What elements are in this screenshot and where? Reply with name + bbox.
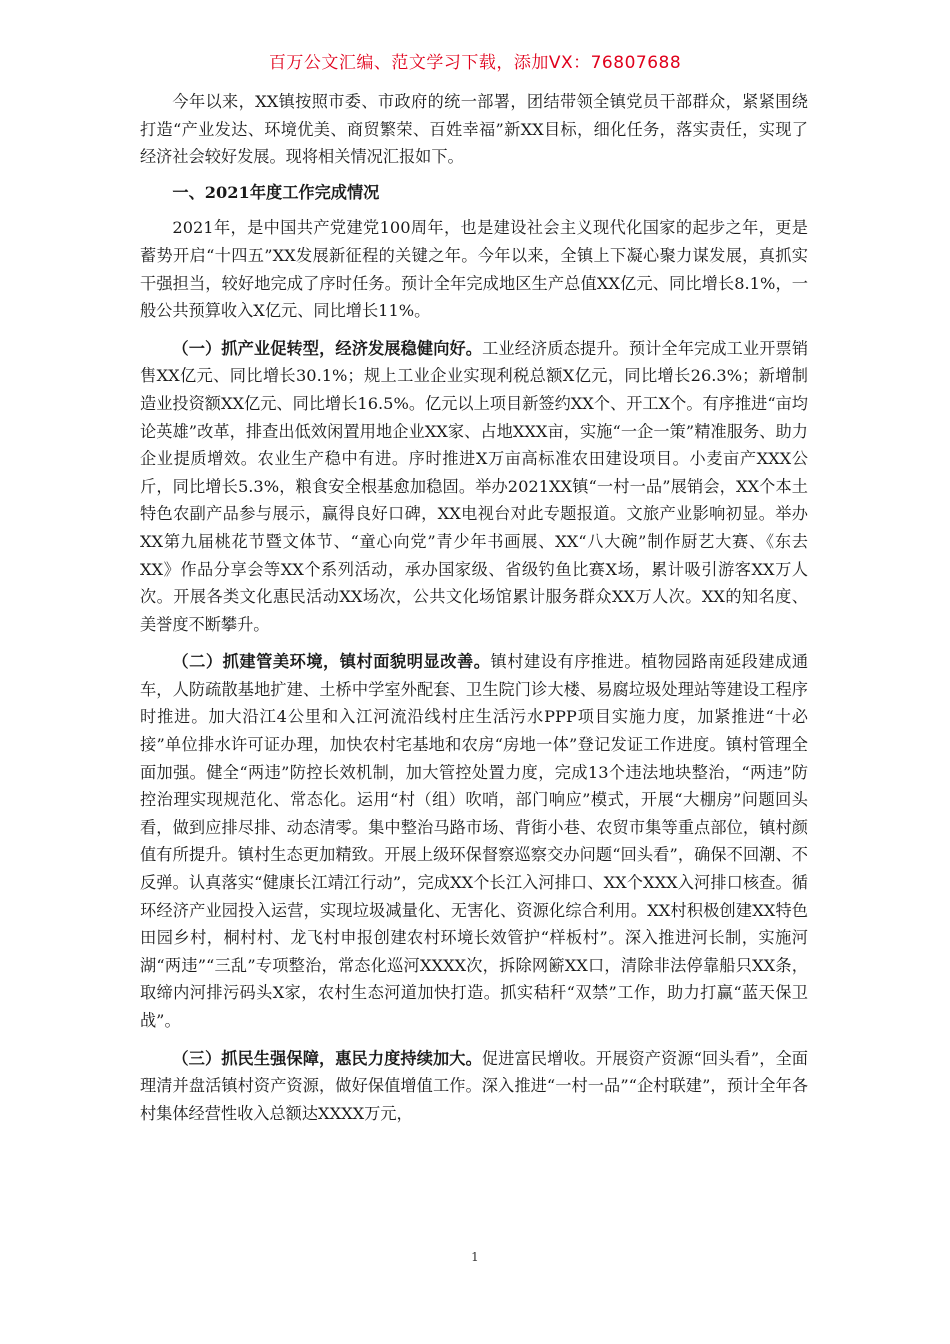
item-text-1: 工业经济质态提升。预计全年完成工业开票销售XX亿元、同比增长30.1%；规上工业企业实现利税总额X亿元，同比增长26.3%；新增制造业投资额XX亿元、同比增长16.5%。亿元以上项目新签约XX个、开工X个。有序推进“亩均论英雄”改革，排查出低效闲置用地企业XX家、占地XXX亩，实施“一企一策”精准服务、助力企业提质增效。农业生产稳中有进。序时推进X万亩高标准农田建设项目。小麦亩产XXX公斤，同比增长5.3%，粮食安全根基愈加稳固。举办2021XX镇“一村一品”展销会，XX个本土特色农副产品参与展示，赢得良好口碑，XX电视台对此专题报道。文旅产业影响初显。举办XX第九届桃花节暨文体节、“童心向党”青少年书画展、XX“八大碗”制作厨艺大赛、《东去XX》作品分享会等XX个系列活动，承办国家级、省级钓鱼比赛X场，累计吸引游客XX万人次。开展各类文化惠民活动XX场次，公共文化场馆累计服务群众XX万人次。XX的知名度、美誉度不断攀升。: [140, 338, 809, 634]
item-paragraph-2: [140, 648, 808, 1034]
item-text-2: 镇村建设有序推进。植物园路南延段建成通车，人防疏散基地扩建、土桥中学室外配套、卫生院门诊大楼、易腐垃圾处理站等建设工程序时推进。加大沿江4公里和入江河流沿线村庄生活污水PPP项目实施力度，加紧推进“十必接”单位排水许可证办理，加快农村宅基地和农房“房地一体”登记发证工作进度。镇村管理全面加强。健全“两违”防控长效机制，加大管控处置力度，完成13个违法地块整治，“两违”防控治理实现规范化、常态化。运用“村（组）吹哨，部门响应”模式，开展“大棚房”问题回头看，做到应排尽排、动态清零。集中整治马路市场、背街小巷、农贸市集等重点部位，镇村颜值有所提升。镇村生态更加精致。开展上级环保督察巡察交办问题“回头看”，确保不回潮、不反弹。认真落实“健康长江靖江行动”，完成XX个长江入河排口、XX个XXX入河排口核查。循环经济产业园投入运营，实现垃圾减量化、无害化、资源化综合利用。XX村积极创建XX特色田园乡村，桐村村、龙飞村申报创建农村环境长效管护“样板村”。深入推进河长制，实施河湖“两违”“三乱”专项整治，常态化巡河XXXX次，拆除网簖XX口，清除非法停靠船只XX条，取缔内河排污码头X家，农村生态河道加快打造。抓实秸秆“双禁”工作，助力打赢“蓝天保卫战”。: [140, 652, 809, 1030]
page-number: 1: [471, 1250, 479, 1264]
item-text-3: 促进富民增收。开展资产资源“回头看”，全面理清并盘活镇村资产资源，做好保值增值工作。深入推进“一村一品”“企村联建”，预计全年各村集体经营性收入总额达XXXX万元，: [140, 1048, 808, 1123]
document-body: [140, 88, 808, 1127]
item-lead-3: （三）抓民生强保障，惠民力度持续加大。: [172, 1048, 482, 1068]
section-heading: 一、2021年度工作完成情况: [172, 182, 380, 202]
item-lead-1: （一）抓产业促转型，经济发展稳健向好。: [172, 338, 483, 358]
section-paragraph: 2021年，是中国共产党建党100周年，也是建设社会主义现代化国家的起步之年，更是蓄势开启“十四五”XX发展新征程的关键之年。今年以来，全镇上下凝心聚力谋发展，真抓实干强担当，较好地完成了序时任务。预计全年完成地区生产总值XX亿元、同比增长8.1%，一般公共预算收入X亿元、同比增长11%。: [140, 218, 808, 321]
item-paragraph-1: [140, 335, 808, 639]
item-lead-2: （二）抓建管美环境，镇村面貌明显改善。: [172, 652, 491, 672]
watermark-banner: 百万公文汇编、范文学习下载，添加VX：76807688: [268, 53, 682, 73]
intro-paragraph: 今年以来，XX镇按照市委、市政府的统一部署，团结带领全镇党员干部群众，紧紧围绕打造“产业发达、环境优美、商贸繁荣、百姓幸福”新XX目标，细化任务，落实责任，实现了经济社会较好发展。现将相关情况汇报如下。: [140, 92, 808, 167]
item-paragraph-3: [140, 1045, 808, 1128]
